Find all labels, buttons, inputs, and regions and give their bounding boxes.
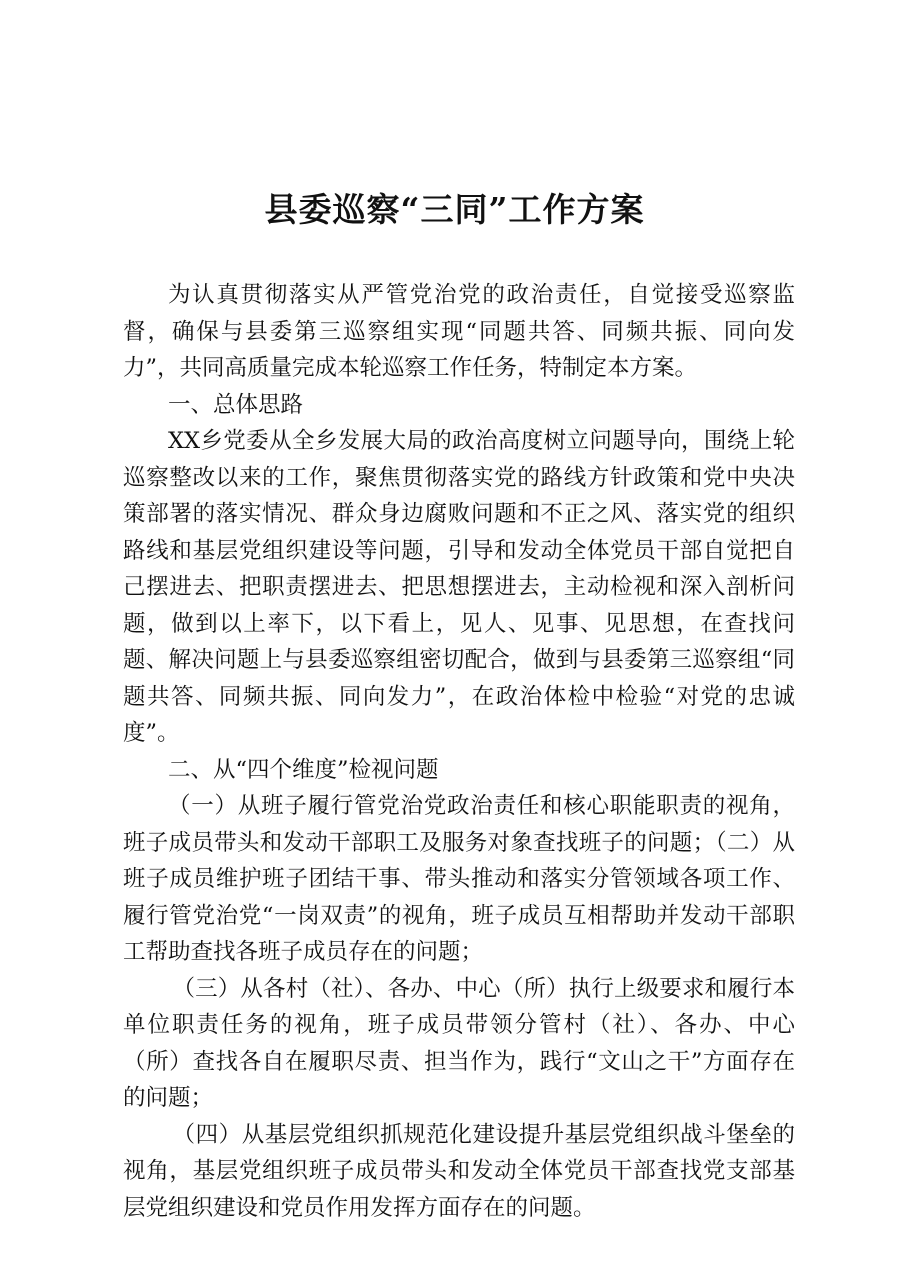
dimension-three-paragraph: （三）从各村（社）、各办、中心（所）执行上级要求和履行本单位职责任务的视角，班子成员带领分管村（社）、各办、中心（所）查找各自在履职尽责、担当作为，践行“文山之干”方面存在的问题；	[123, 975, 795, 1111]
dimension-four-paragraph: （四）从基层党组织抓规范化建设提升基层党组织战斗堡垒的视角，基层党组织班子成员带头和发动全体党员干部查找党支部基层党组织建设和党员作用发挥方面存在的问题。	[123, 1121, 795, 1221]
section-heading-four-dimensions: 二、从“四个维度”检视问题	[168, 756, 439, 783]
section-heading-general-approach: 一、总体思路	[168, 391, 304, 418]
document-title: 县委巡察“三同”工作方案	[264, 190, 645, 229]
intro-paragraph: 为认真贯彻落实从严管党治党的政治责任，自觉接受巡察监督，确保与县委第三巡察组实现“同题共答、同频共振、同向发力”，共同高质量完成本轮巡察工作任务，特制定本方案。	[123, 282, 795, 381]
dimension-one-two-paragraph: （一）从班子履行管党治党政治责任和核心职能职责的视角，班子成员带头和发动干部职工及服务对象查找班子的问题；（二）从班子成员维护班子团结干事、带头推动和落实分管领域各项工作、履行管党治党“一岗双责”的视角，班子成员互相帮助并发动干部职工帮助查找各班子成员存在的问题；	[123, 793, 795, 965]
document-body	[123, 277, 795, 1226]
general-approach-paragraph: XX乡党委从全乡发展大局的政治高度树立问题导向，围绕上轮巡察整改以来的工作，聚焦贯彻落实党的路线方针政策和党中央决策部署的落实情况、群众身边腐败问题和不正之风、落实党的组织路线和基层党组织建设等问题，引导和发动全体党员干部自觉把自己摆进去、把职责摆进去、把思想摆进去，主动检视和深入剖析问题，做到以上率下，以下看上，见人、见事、见思想，在查找问题、解决问题上与县委巡察组密切配合，做到与县委第三巡察组“同题共答、同频共振、同向发力”，在政治体检中检验“对党的忠诚度”。	[123, 428, 795, 746]
